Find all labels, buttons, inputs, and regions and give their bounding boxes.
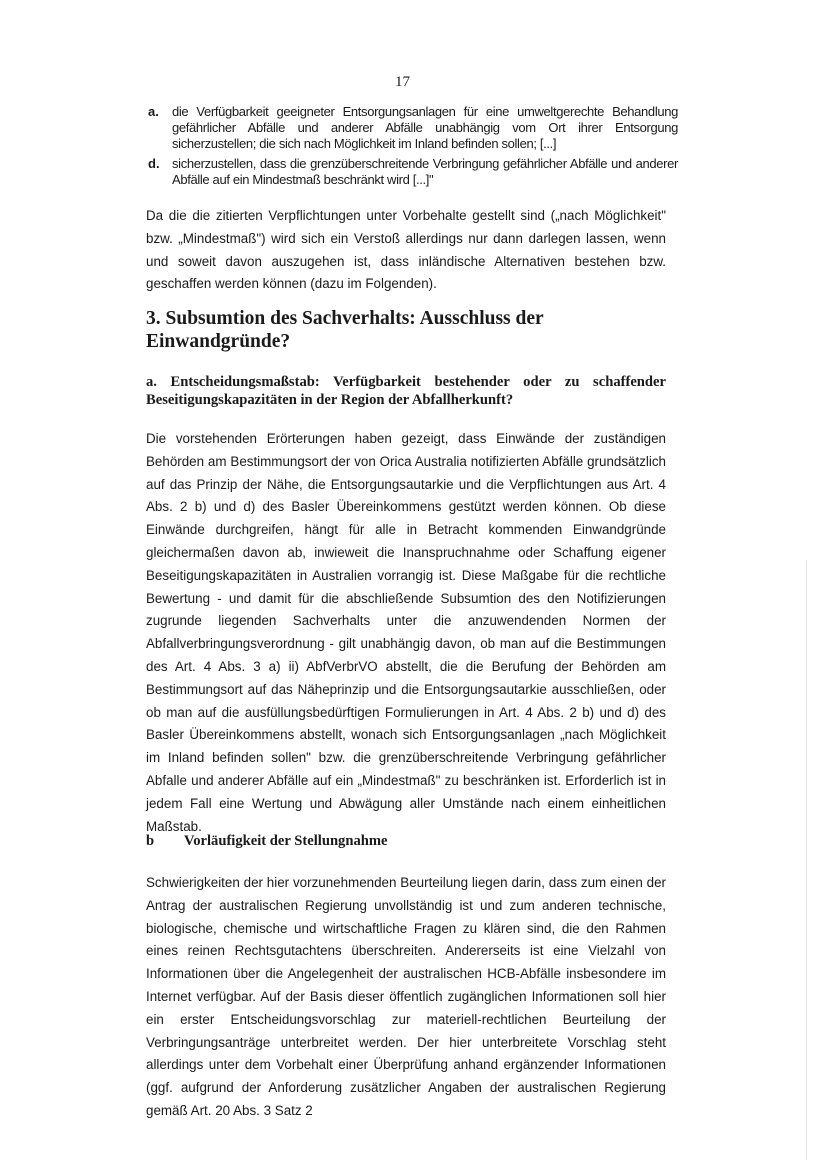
subsection-b-label: b bbox=[146, 833, 155, 849]
page-number: 17 bbox=[395, 74, 410, 90]
intro-paragraph: Da die die zitierten Verpflichtungen unter Vorbehalte gestellt sind („nach Möglichkeit" bzw. „Mindestmaß") wird sich ein Verstoß allerdings nur dann darlegen lassen, wenn und soweit davon auszugehen ist, dass inländische Alternativen bestehen bzw. geschaffen werden können (dazu im Folgenden). bbox=[146, 208, 666, 292]
subsection-b-heading bbox=[146, 832, 666, 850]
quoted-item-text: sicherzustellen, dass die grenzüberschreitende Verbringung gefährlicher Abfälle und anderer Abfälle auf ein Mindestmaß beschränkt wird [...]" bbox=[172, 156, 678, 187]
quoted-item-a bbox=[148, 104, 678, 152]
section-heading: 3. Subsumtion des Sachverhalts: Ausschluss der Einwandgründe? bbox=[146, 308, 544, 352]
subsection-a-paragraph: Die vorstehenden Erörterungen haben gezeigt, dass Einwände der zuständigen Behörden am Bestimmungsort der von Orica Australia notifizierten Abfälle grundsätzlich auf das Prinzip der Nähe, die Entsorgungsautarkie und die Verpflichtungen aus Art. 4 Abs. 2 b) und d) des Basler Übereinkommens gestützt werden können. Ob diese Einwände durchgreifen, hängt für alle in Betracht kommenden Einwandgründe gleichermaßen davon ab, inwieweit die Inanspruchnahme oder Schaffung eigener Beseitigungskapazitäten in Australien vorrangig ist. Diese Maßgabe für die rechtliche Bewertung - und damit für die abschließende Subsumtion des den Notifizierungen zugrunde liegenden Sachverhalts unter die anzuwendenden Normen der Abfallverbringungsverordnung - gilt unabhängig davon, ob man auf die Bestimmungen des Art. 4 Abs. 3 a) ii) AbfVerbrVO abstellt, die die Berufung der Behörden am Bestimmungsort auf das Näheprinzip und die Entsorgungsautarkie ausschließen, oder ob man auf die ausfüllungsbedürftigen Formulierungen in Art. 4 Abs. 2 b) und d) des Basler Übereinkommens abstellt, wonach sich Entsorgungsanlagen „nach Möglichkeit im Inland befinden sollen" bzw. die grenzüberschreitende Verbringung gefährlicher Abfalle und anderer Abfälle auf ein „Mindestmaß" zu beschränken ist. Erforderlich ist in jedem Fall eine Wertung und Abwägung aller Umstände nach einem einheitlichen Maßstab. bbox=[146, 431, 666, 834]
scan-edge-line bbox=[806, 560, 807, 1160]
subsection-a-heading: a. Entscheidungsmaßstab: Verfügbarkeit bestehender oder zu schaffender Beseitigungskapazitäten in der Region der Abfallherkunft? bbox=[146, 374, 666, 408]
quoted-item-label: d. bbox=[148, 156, 160, 171]
quoted-item-label: a. bbox=[148, 104, 159, 119]
quoted-item-text: die Verfügbarkeit geeigneter Entsorgungsanlagen für eine umweltgerechte Behandlung gefährlicher Abfälle und anderer Abfälle unabhängig vom Ort ihrer Entsorgung sicherzustellen; die sich nach Möglichkeit im Inland befinden sollen; [...] bbox=[172, 104, 678, 151]
subsection-b-paragraph: Schwierigkeiten der hier vorzunehmenden Beurteilung liegen darin, dass zum einen der Antrag der australischen Regierung unvollständig ist und zum anderen technische, biologische, chemische und wirtschaftliche Fragen zu klären sind, die den Rahmen eines reinen Rechtsgutachtens überschreiten. Andererseits ist eine Vielzahl von Informationen über die Angelegenheit der australischen HCB-Abfälle insbesondere im Internet verfügbar. Auf der Basis dieser öffentlich zugänglichen Informationen soll hier ein erster Entscheidungsvorschlag zur materiell-rechtlichen Beurteilung der Verbringungsanträge unterbreitet werden. Der hier unterbreitete Vorschlag steht allerdings unter dem Vorbehalt einer Überprüfung anhand ergänzender Informationen (ggf. aufgrund der Anforderung zusätzlicher Angaben der australischen Regierung gemäß Art. 20 Abs. 3 Satz 2 bbox=[146, 875, 666, 1118]
subsection-b-title: Vorläufigkeit der Stellungnahme bbox=[184, 833, 388, 849]
quoted-item-d bbox=[148, 156, 678, 188]
